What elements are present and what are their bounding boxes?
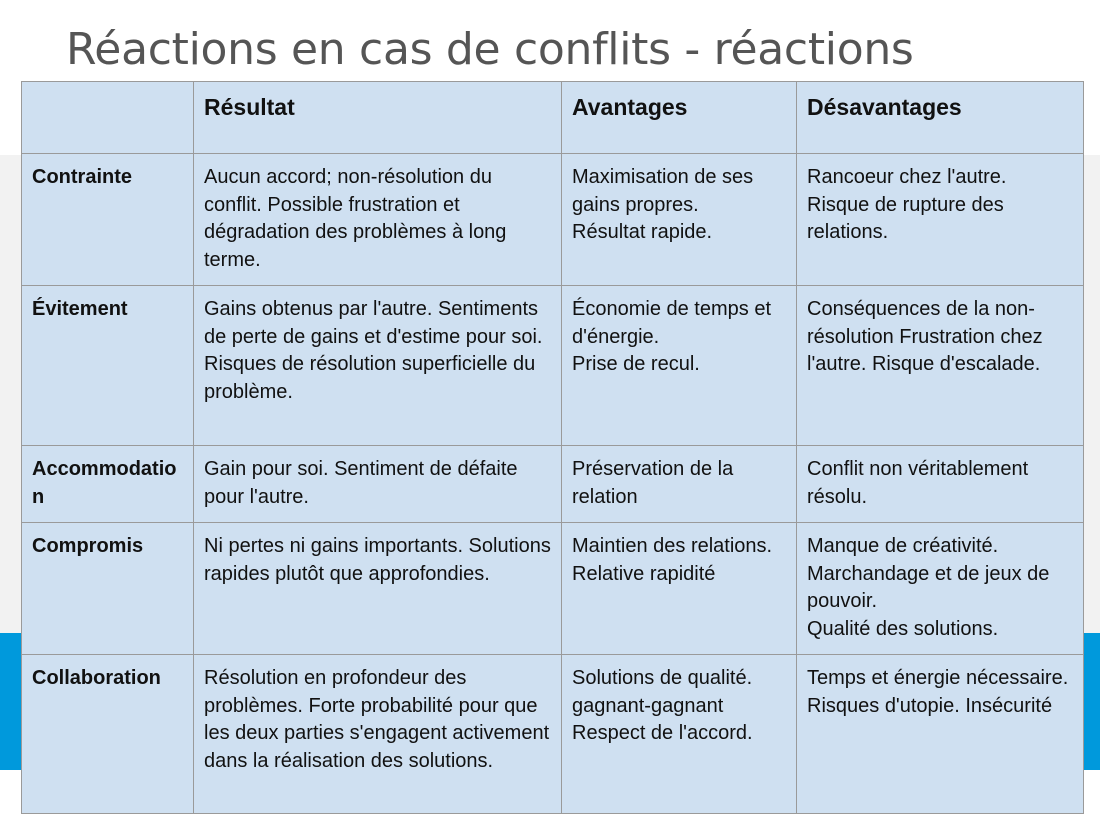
cell-resultat: Ni pertes ni gains importants. Solutions rapides plutôt que approfondies. bbox=[194, 523, 562, 655]
header-corner-cell bbox=[22, 82, 194, 154]
cell-avantages: Maintien des relations. Relative rapidité bbox=[562, 523, 797, 655]
header-desavantages: Désavantages bbox=[797, 82, 1084, 154]
row-label: Accommodation bbox=[22, 446, 194, 523]
table-header-row bbox=[22, 82, 1084, 154]
cell-resultat: Gains obtenus par l'autre. Sentiments de perte de gains et d'estime pour soi. Risques de résolution superficielle du problème. bbox=[194, 286, 562, 446]
cell-avantages: Maximisation de ses gains propres. Résultat rapide. bbox=[562, 154, 797, 286]
cell-resultat: Gain pour soi. Sentiment de défaite pour l'autre. bbox=[194, 446, 562, 523]
cell-resultat: Résolution en profondeur des problèmes. Forte probabilité pour que les deux parties s'engagent activement dans la réalisation des solutions. bbox=[194, 655, 562, 814]
slide-title: Réactions en cas de conflits - réactions bbox=[66, 24, 914, 75]
cell-desavantages: Conflit non véritablement résolu. bbox=[797, 446, 1084, 523]
header-avantages: Avantages bbox=[562, 82, 797, 154]
row-label: Évitement bbox=[22, 286, 194, 446]
row-label: Collaboration bbox=[22, 655, 194, 814]
table-row bbox=[22, 655, 1084, 814]
cell-resultat: Aucun accord; non-résolution du conflit. Possible frustration et dégradation des problèmes à long terme. bbox=[194, 154, 562, 286]
cell-avantages: Économie de temps et d'énergie. Prise de recul. bbox=[562, 286, 797, 446]
table-row bbox=[22, 523, 1084, 655]
cell-desavantages: Temps et énergie nécessaire. Risques d'utopie. Insécurité bbox=[797, 655, 1084, 814]
header-resultat: Résultat bbox=[194, 82, 562, 154]
cell-desavantages: Conséquences de la non-résolution Frustration chez l'autre. Risque d'escalade. bbox=[797, 286, 1084, 446]
cell-avantages: Préservation de la relation bbox=[562, 446, 797, 523]
cell-desavantages: Manque de créativité. Marchandage et de jeux de pouvoir. Qualité des solutions. bbox=[797, 523, 1084, 655]
table-row bbox=[22, 154, 1084, 286]
row-label: Contrainte bbox=[22, 154, 194, 286]
cell-avantages: Solutions de qualité. gagnant-gagnant Respect de l'accord. bbox=[562, 655, 797, 814]
table-row bbox=[22, 446, 1084, 523]
cell-desavantages: Rancoeur chez l'autre. Risque de rupture des relations. bbox=[797, 154, 1084, 286]
row-label: Compromis bbox=[22, 523, 194, 655]
table-row bbox=[22, 286, 1084, 446]
conflict-reactions-table bbox=[21, 81, 1084, 814]
